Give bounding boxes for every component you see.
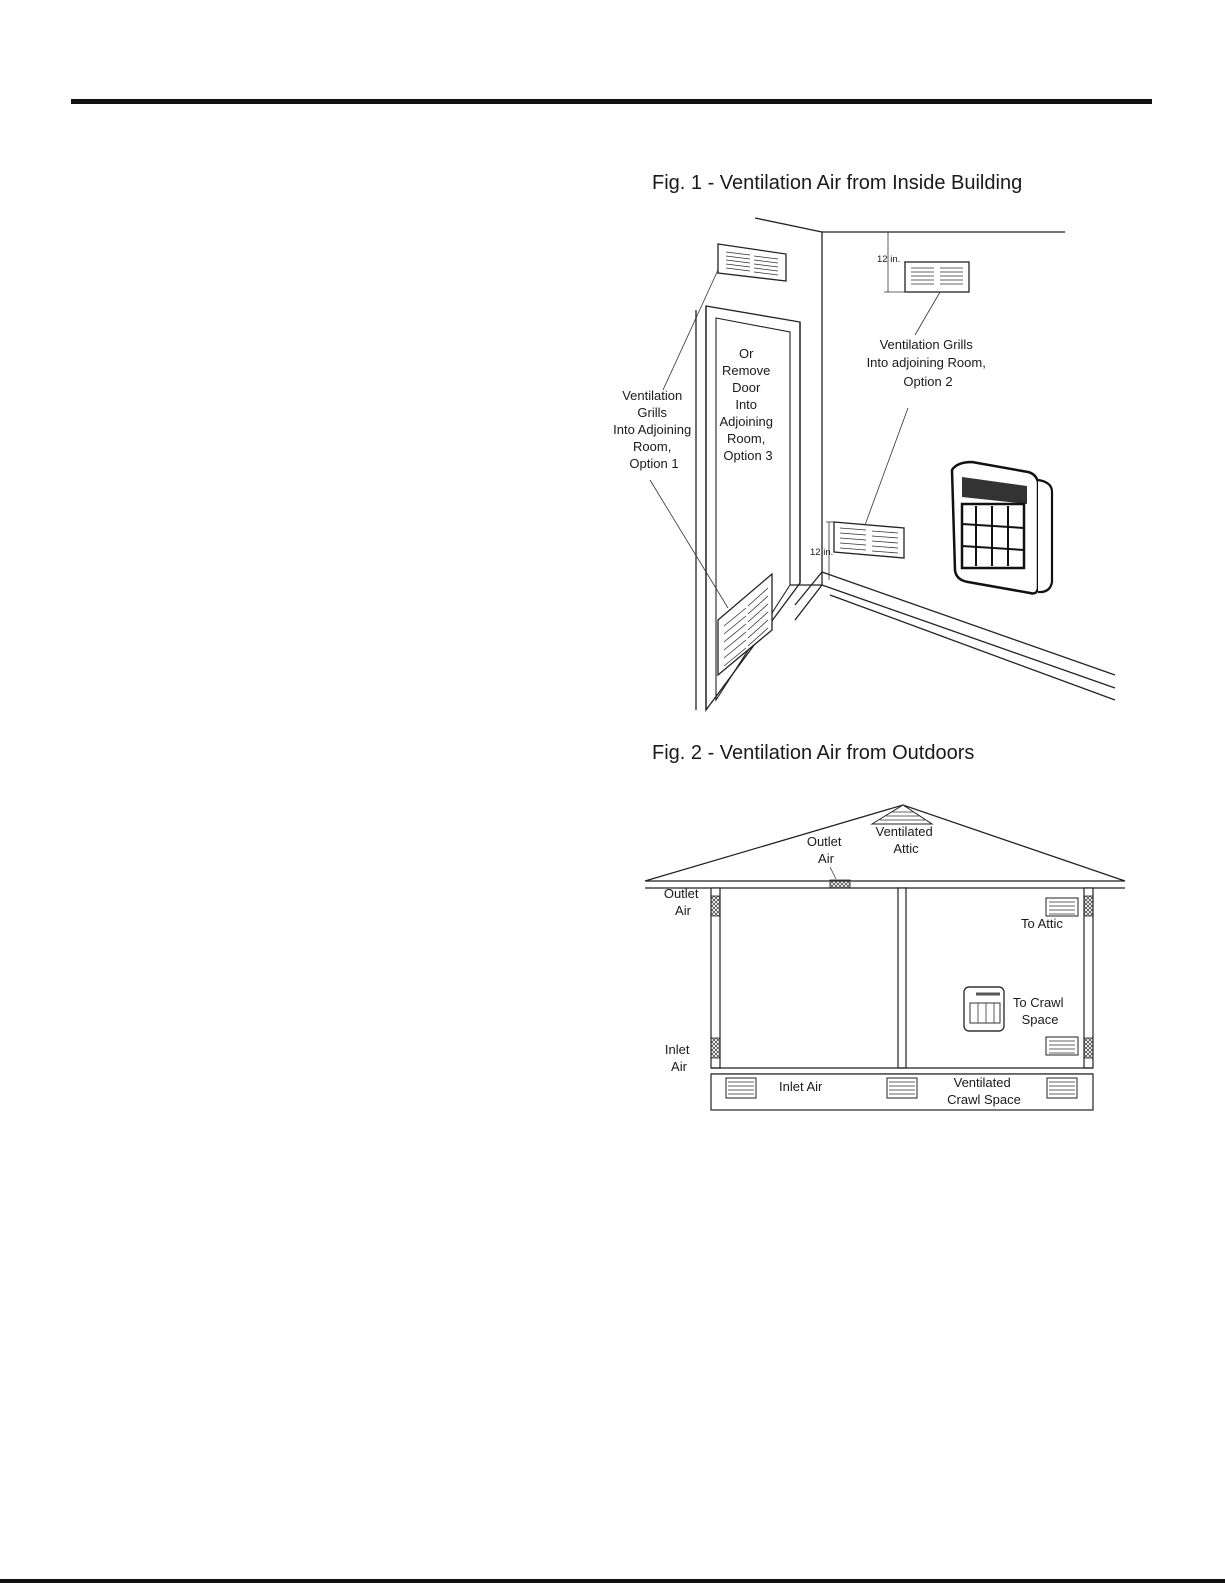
figure2-diagram [640, 790, 1140, 1130]
to-crawl-space-label [1013, 995, 1067, 1027]
grill-to-crawl [1046, 1037, 1078, 1055]
grill-to-attic [1046, 898, 1078, 916]
top-rule [71, 99, 1152, 104]
grill-crawl-2 [887, 1078, 917, 1098]
option2-line: Into adjoining Room, [866, 355, 986, 370]
grill-option1-top [718, 244, 786, 281]
figure1-title: Fig. 1 - Ventilation Air from Inside Building [652, 172, 1023, 194]
ventilated-crawl-space-line: Ventilated [953, 1075, 1011, 1090]
inlet-air-left-line: Air [671, 1059, 687, 1074]
option3-line: Into [735, 397, 758, 412]
option3-line: Adjoining [719, 414, 773, 429]
inlet-vent-right [1084, 1038, 1093, 1058]
grill-option2-top [905, 262, 969, 292]
outlet-air-top-line: Outlet [806, 834, 842, 849]
option1-line: Option 1 [629, 456, 679, 471]
to-attic-label: To Attic [1021, 916, 1063, 931]
ventilated-attic-line: Ventilated [875, 824, 933, 839]
wall-middle [898, 888, 906, 1068]
outlet-vent-left [711, 896, 720, 916]
option1-line: Ventilation [622, 388, 683, 403]
dimension-upper-label: 12 in. [877, 254, 901, 265]
inlet-air-left-line: Inlet [664, 1042, 690, 1057]
inlet-air-left-label [665, 1042, 693, 1074]
figure2-title: Fig. 2 - Ventilation Air from Outdoors [652, 742, 975, 764]
option1-line: Into Adjoining [613, 422, 692, 437]
option2-label [867, 337, 990, 389]
heater-illustration [952, 462, 1052, 593]
to-crawl-space-line: Space [1021, 1012, 1059, 1027]
to-crawl-space-line: To Crawl [1012, 995, 1064, 1010]
ceiling-outlet-vent [830, 880, 850, 888]
heater-small [964, 987, 1004, 1031]
leader-option2-top [915, 292, 940, 335]
grill-option1-door [718, 574, 772, 675]
grill-option2-bottom [834, 522, 904, 558]
outlet-air-left-line: Outlet [663, 886, 699, 901]
option2-line: Ventilation Grills [879, 337, 973, 352]
inlet-vent-left [711, 1038, 720, 1058]
option3-line: Room, [727, 431, 766, 446]
grill-crawl-1 [726, 1078, 756, 1098]
option2-line: Option 2 [903, 374, 953, 389]
leader-option1-top [663, 270, 718, 390]
outlet-air-left-line: Air [675, 903, 691, 918]
option3-line: Remove [721, 363, 771, 378]
option3-line: Option 3 [723, 448, 773, 463]
option3-line: Or [738, 346, 754, 361]
outlet-air-top-line: Air [818, 851, 834, 866]
option1-label [613, 388, 695, 471]
option1-line: Room, [633, 439, 672, 454]
outlet-air-left-label [664, 886, 702, 918]
ventilated-crawl-space-line: Crawl Space [947, 1092, 1021, 1107]
option1-line: Grills [637, 405, 667, 420]
ceiling-line-left [755, 218, 822, 232]
baseboard [795, 572, 1115, 700]
figure1-diagram [600, 210, 1140, 720]
bottom-rule [0, 1579, 1225, 1583]
inlet-air-bottom-label: Inlet Air [779, 1079, 823, 1094]
option3-label [719, 346, 776, 463]
grill-crawl-3 [1047, 1078, 1077, 1098]
dimension-lower-label: 12 in. [810, 547, 834, 558]
ventilated-attic-line: Attic [893, 841, 919, 856]
option3-line: Door [732, 380, 761, 395]
leader-option2-bottom [865, 408, 908, 525]
outlet-vent-right [1084, 896, 1093, 916]
